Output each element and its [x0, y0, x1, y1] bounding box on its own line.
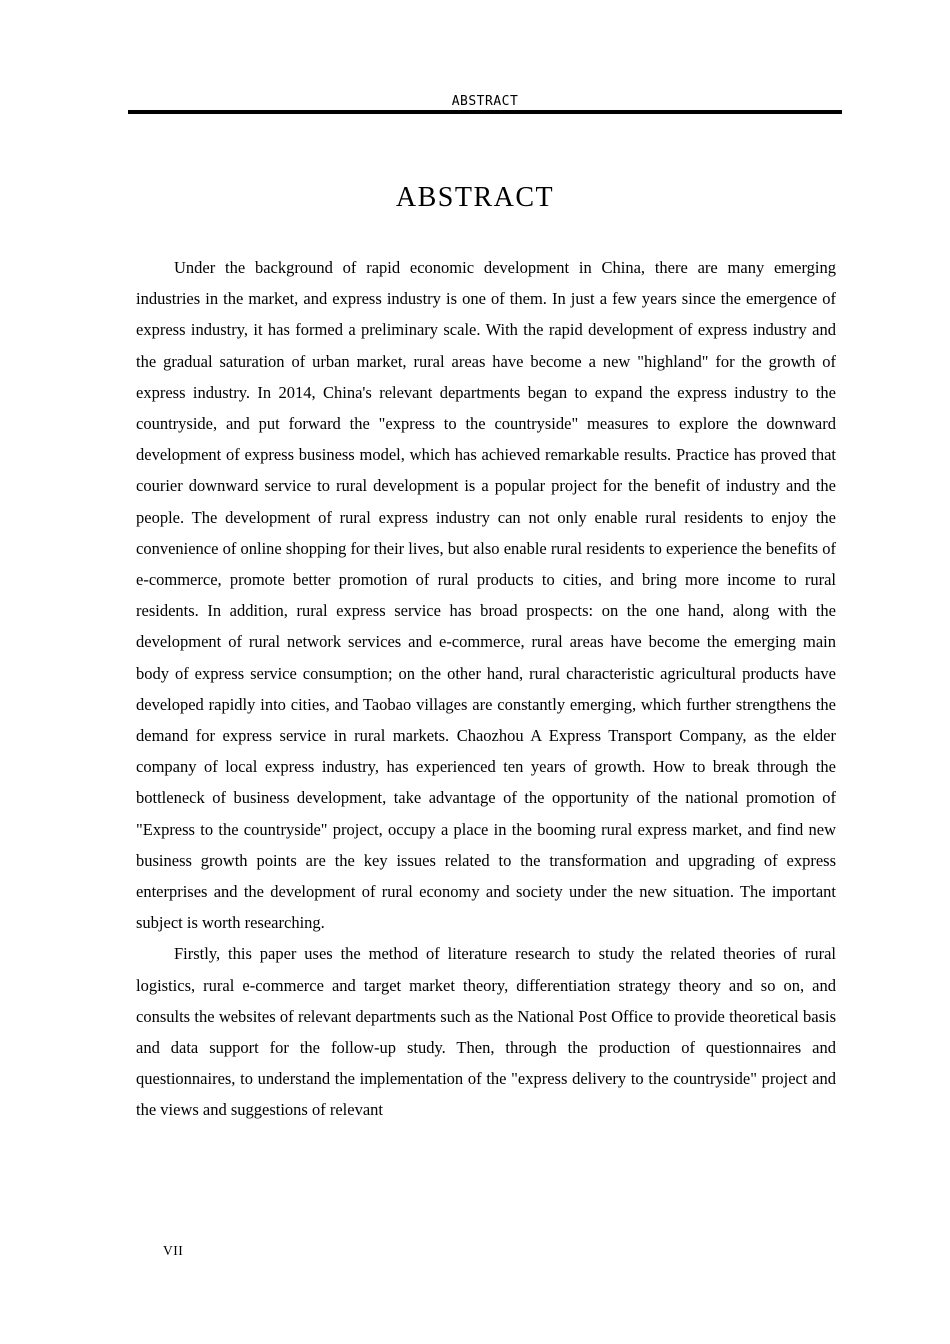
abstract-paragraph-2: Firstly, this paper uses the method of literature research to study the related theories of rural logistics, rural e-commerce and target market theory, differentiation strategy theory and so on, and consults the websites of relevant departments such as the National Post Office to provide theoretical basis and data support for the follow-up study. Then, through the production of questionnaires and questionnaires, to understand the implementation of the "express delivery to the countryside" project and the views and suggestions of relevant	[136, 944, 836, 1120]
running-header-text: ABSTRACT	[451, 94, 519, 109]
abstract-paragraph-1: Under the background of rapid economic development in China, there are many emerging industries in the market, and express industry is one of them. In just a few years since the emergence of express industry, it has formed a preliminary scale. With the rapid development of express industry and the gradual saturation of urban market, rural areas have become a new "highland" for the growth of express industry. In 2014, China's relevant departments began to expand the express industry to the countryside, and put forward the "express to the countryside" measures to explore the downward development of express business model, which has achieved remarkable results. Practice has proved that courier downward service to rural development is a popular project for the benefit of industry and the people. The development of rural express industry can not only enable rural residents to enjoy the convenience of online shopping for their lives, but also enable rural residents to experience the benefits of e-commerce, promote better promotion of rural products to cities, and bring more income to rural residents. In addition, rural express service has broad prospects: on the one hand, along with the development of rural network services and e-commerce, rural areas have become the emerging main body of express service consumption; on the other hand, rural characteristic agricultural products have developed rapidly into cities, and Taobao villages are constantly emerging, which further strengthens the demand for express service in rural markets. Chaozhou A Express Transport Company, as the elder company of local express industry, has experienced ten years of growth. How to break through the bottleneck of business development, take advantage of the opportunity of the national promotion of "Express to the countryside" project, occupy a place in the booming rural express market, and find new business growth points are the key issues related to the transformation and upgrading of express enterprises and the development of rural economy and society under the new situation. The important subject is worth researching.	[136, 258, 836, 933]
page-title: ABSTRACT	[395, 182, 555, 213]
page-number: VII	[163, 1243, 184, 1258]
abstract-body	[136, 252, 836, 1126]
running-header	[128, 94, 842, 109]
header-rule	[128, 110, 842, 114]
